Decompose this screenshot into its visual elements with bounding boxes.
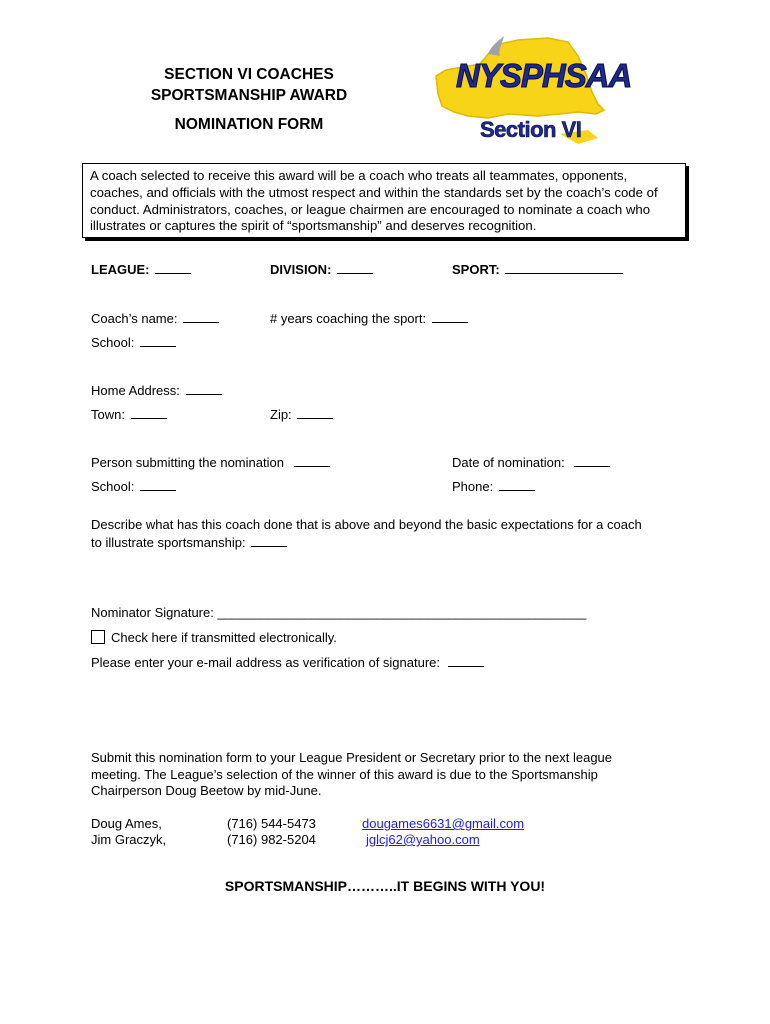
- league-blank: [155, 261, 191, 274]
- date-of-nomination-label: Date of nomination:: [452, 455, 565, 470]
- town-blank: [131, 406, 167, 419]
- home-address-label: Home Address:: [91, 383, 180, 398]
- town-field[interactable]: [91, 406, 167, 423]
- electronic-checkbox-row[interactable]: [91, 630, 337, 646]
- sport-field[interactable]: [452, 261, 623, 278]
- date-of-nomination-blank: [574, 454, 610, 467]
- sport-label: SPORT:: [452, 262, 500, 277]
- zip-field[interactable]: [270, 406, 333, 423]
- school-field[interactable]: [91, 334, 176, 351]
- phone-label: Phone:: [452, 479, 494, 494]
- coach-name-field[interactable]: [91, 310, 219, 327]
- phone-blank: [499, 478, 535, 491]
- form-title: [134, 64, 364, 135]
- submitter-school-blank: [140, 478, 176, 491]
- coach-name-label: Coach’s name:: [91, 311, 178, 326]
- submit-instructions: [91, 750, 612, 800]
- title-line-3: NOMINATION FORM: [174, 116, 324, 133]
- date-of-nomination-field[interactable]: [452, 454, 610, 471]
- person-submitting-field[interactable]: [91, 454, 330, 471]
- contact-name-2: Jim Graczyk,: [91, 832, 167, 847]
- division-blank: [337, 261, 373, 274]
- phone-field[interactable]: [452, 478, 535, 495]
- person-submitting-label: Person submitting the nomination: [91, 455, 284, 470]
- submitter-school-label: School:: [91, 479, 135, 494]
- zip-label: Zip:: [270, 407, 292, 422]
- sport-blank: [505, 261, 623, 274]
- nominator-signature[interactable]: Nominator Signature: ___________________________________________________: [91, 605, 587, 620]
- email-verification-field[interactable]: [91, 654, 484, 671]
- school-label: School:: [91, 335, 135, 350]
- email-verification-label: Please enter your e-mail address as verification of signature:: [91, 655, 441, 670]
- footer-slogan: SPORTSMANSHIP………..IT BEGINS WITH YOU!: [224, 878, 546, 894]
- contact-phone-1: (716) 544-5473: [227, 816, 316, 831]
- electronic-checkbox[interactable]: [91, 630, 105, 644]
- submit-line-3: Chairperson Doug Beetow by mid-June.: [91, 783, 322, 798]
- electronic-checkbox-label: Check here if transmitted electronically.: [111, 630, 337, 645]
- zip-blank: [297, 406, 333, 419]
- submit-line-2: meeting. The League’s selection of the winner of this award is due to the Sportsmanship: [91, 766, 598, 782]
- years-label: # years coaching the sport:: [270, 311, 427, 326]
- nysphsaa-logo: [428, 34, 632, 146]
- league-field[interactable]: [91, 261, 191, 278]
- describe-blank: [251, 534, 287, 547]
- logo-section-text: Section VI: [480, 117, 582, 142]
- contact-phone-2: (716) 982-5204: [227, 832, 316, 847]
- person-submitting-blank: [294, 454, 330, 467]
- logo-brand-text: NYSPHSAA: [456, 57, 632, 94]
- contact-email-1[interactable]: dougames6631@gmail.com: [362, 816, 525, 831]
- school-blank: [140, 334, 176, 347]
- years-field[interactable]: [270, 310, 468, 327]
- describe-line-2: to illustrate sportsmanship:: [91, 534, 246, 550]
- intro-text: A coach selected to receive this award will be a coach who treats all teammates, opponents, coaches, and officials with the utmost respect and within the standards set by the coach’s code of conduct. Administrators, coaches, or league chairmen are encouraged to nominate a coach who illustrates or captures the spirit of “sportsmanship” and deserves recognition.: [90, 168, 658, 234]
- division-field[interactable]: [270, 261, 373, 278]
- email-verification-blank: [448, 654, 484, 667]
- submitter-school-field[interactable]: [91, 478, 176, 495]
- submit-line-1: Submit this nomination form to your League President or Secretary prior to the next league: [91, 750, 613, 765]
- title-line-1: SECTION VI COACHES: [164, 66, 334, 83]
- contact-name-1: Doug Ames,: [91, 816, 162, 831]
- coach-name-blank: [183, 310, 219, 323]
- division-label: DIVISION:: [270, 262, 332, 277]
- title-line-2: SPORTSMANSHIP AWARD: [150, 87, 348, 104]
- describe-field[interactable]: [91, 534, 642, 552]
- town-label: Town:: [91, 407, 125, 422]
- league-label: LEAGUE:: [91, 262, 150, 277]
- years-blank: [432, 310, 468, 323]
- describe-prompt: [91, 517, 642, 551]
- describe-line-1: Describe what has this coach done that is above and beyond the basic expectations for a coach: [91, 517, 642, 532]
- home-address-blank: [186, 382, 222, 395]
- home-address-field[interactable]: [91, 382, 222, 399]
- contact-email-2[interactable]: jglcj62@yahoo.com: [366, 832, 480, 847]
